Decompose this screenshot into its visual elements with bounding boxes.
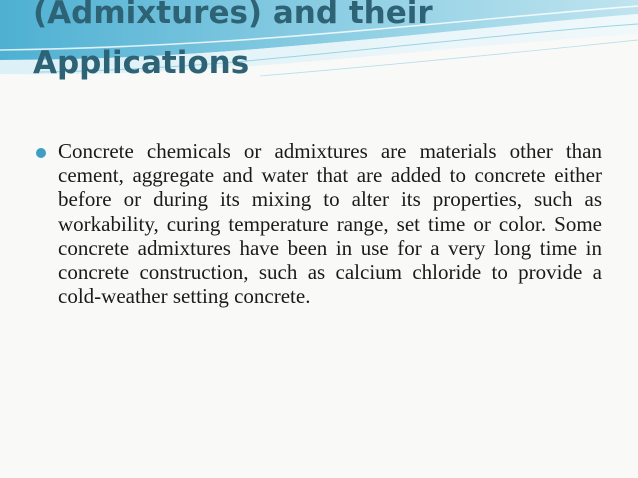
slide-title-line-1: (Admixtures) and their: [33, 0, 433, 31]
bullet-list: [36, 139, 602, 308]
slide-title-line-2: Applications: [33, 45, 250, 81]
slide-title: [33, 0, 593, 88]
bullet-item: [36, 139, 602, 308]
bullet-text: Concrete chemicals or admixtures are materials other than cement, aggregate and water that are added to concrete either before or during its mixing to alter its properties, such as workability, curing temperature range, set time or color. Some concrete admixtures have been in use for a very long time in concrete construction, such as calcium chloride to provide a cold-weather setting concrete.: [58, 139, 602, 309]
bullet-dot-icon: [36, 148, 46, 158]
